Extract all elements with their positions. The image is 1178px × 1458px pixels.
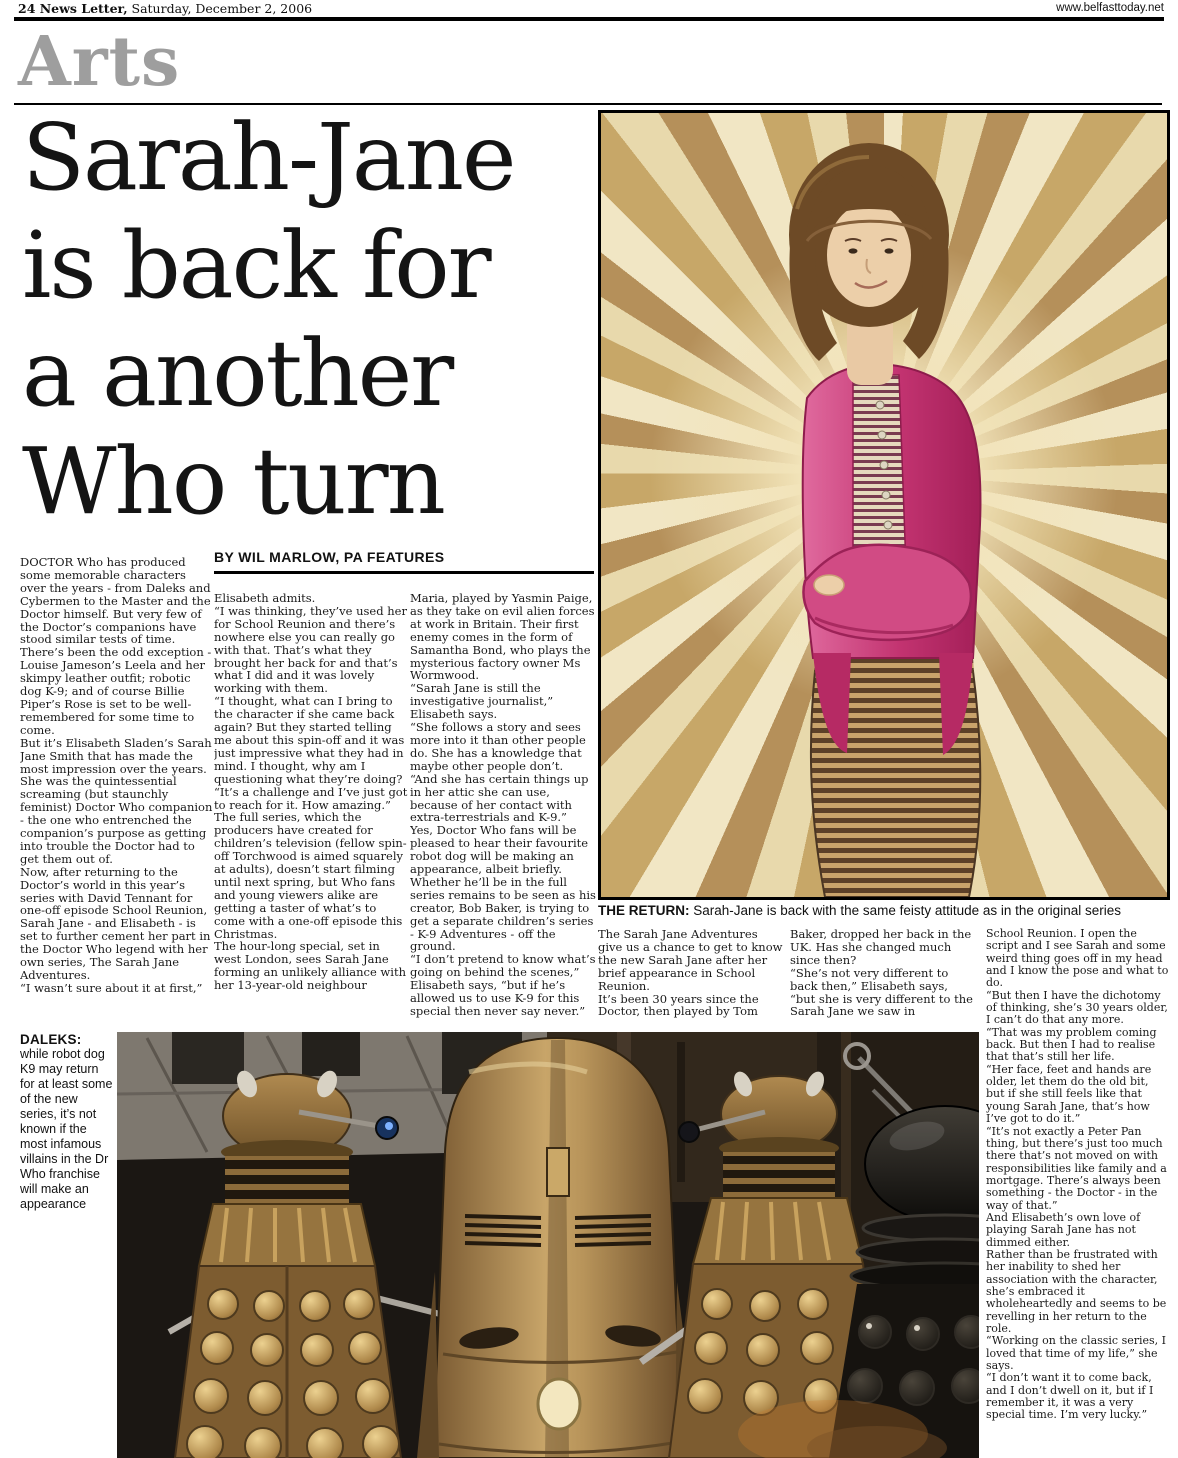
paragraph: The hour-long special, set in west London, sees Sarah Jane forming an unlikely alliance with her 13-year-old neighbour <box>214 939 406 993</box>
article-column-5 <box>790 928 974 1038</box>
paragraph: “She follows a story and sees more into it than other people do. She has a knowledge that maybe other people don’t. <box>410 720 586 773</box>
byline: BY WIL MARLOW, PA FEATURES <box>214 549 594 574</box>
paragraph: “It’s a challenge and I’ve just got to reach for it. How amazing.” <box>214 784 408 812</box>
daleks-caption <box>20 1032 116 1212</box>
headline-line: is back for <box>22 212 490 319</box>
article-column-1 <box>20 556 214 1022</box>
masthead-rule <box>14 17 1164 21</box>
center-dalek-casing <box>417 1038 699 1458</box>
paragraph: Elisabeth admits. <box>214 592 316 605</box>
paragraph: “Her face, feet and hands are older, let them do the old bit, but if she still feels like that young Sarah Jane, that’s how I’ve got to do it.” <box>986 1062 1152 1126</box>
paragraph: Maria, played by Yasmin Paige, as they take on evil alien forces at work in Britain. Their first enemy comes in the form of Samantha Bond, who plays the mysterious factory owner Ms Wormwood. <box>410 592 595 683</box>
sarah-jane-figure-illustration <box>601 113 1167 897</box>
article-column-6 <box>986 928 1170 1456</box>
paragraph: Yes, Doctor Who fans will be pleased to hear their favourite robot dog will be making an appearance, albeit briefly. Whether he’ll be in the full series remains to be seen as his creator, Bob Baker, is trying to get a separate children’s series - K-9 Adventures - off the ground. <box>410 823 596 954</box>
headline-line: Sarah-Jane <box>22 104 515 211</box>
paragraph: “But then I have the dichotomy of thinking, she’s 30 years older, I can’t do that any more. <box>986 988 1168 1027</box>
article-column-3 <box>410 592 596 1036</box>
paragraph: And Elisabeth’s own love of playing Sarah Jane has not dimmed either. <box>986 1210 1141 1249</box>
paragraph: School Reunion. I open the script and I see Sarah and some weird thing goes off in my head and I know the pose and what to do. <box>986 928 1169 990</box>
paragraph: “I was thinking, they’ve used her for School Reunion and there’s nowhere else you can really go with that. That’s what they brought her back for and that’s what I did and it was lovely working with them. <box>214 603 407 696</box>
paragraph: Rather than be frustrated with her inability to shed her association with the character, she’s embraced it wholeheartedly and seems to be revelling in her return to the role. <box>986 1247 1167 1335</box>
paragraph: “Sarah Jane is still the investigative journalist,” Elisabeth says. <box>410 681 554 722</box>
face <box>827 203 911 307</box>
paragraph: “That was my problem coming back. But then I had to realise that that’s still her life. <box>986 1025 1157 1064</box>
paragraph: “And she has certain things up in her attic she can use, because of her contact with extra-terrestrials and K-9.” <box>410 771 589 825</box>
article-column-4 <box>598 928 784 1038</box>
masthead-date: Saturday, December 2, 2006 <box>127 1 313 16</box>
paragraph: Now, after returning to the Doctor’s world in this year’s series with David Tennant for one-off episode School Reunion, Sarah Jane - and Elisabeth - is set to further cement her part in the Doctor Who legend with her own series, The Sarah Jane Adventures. <box>20 864 211 982</box>
paragraph: It’s been 30 years since the Doctor, then played by Tom <box>598 991 759 1019</box>
paragraph: DOCTOR Who has produced some memorable characters over the years - from Daleks and Cybermen to the Master and the Doctor himself. But very few of the Doctor’s companions have stood similar tests of time. <box>20 556 211 647</box>
paragraph: “I don’t want it to come back, and I don’t dwell on it, but if I remember it, it was a very special time. I’m very lucky.” <box>986 1371 1154 1422</box>
paragraph: “It’s not exactly a Peter Pan thing, but there’s just too much there that’s not moved on with responsibilities like family and a mortgage. There’s always been something - the Doctor - in the way of that.” <box>986 1124 1167 1212</box>
section-title: Arts <box>18 22 181 102</box>
paragraph: The full series, which the producers have created for children’s television (fellow spin-off Torchwood is aimed squarely at adults), doesn’t start filming until next spring, but Who fans and young viewers alike are getting a taster of what’s to come with a one-off episode this Christmas. <box>214 810 407 941</box>
article-headline <box>22 104 597 536</box>
article-column-2 <box>214 592 408 1036</box>
masthead-title: 24 News Letter, <box>18 1 128 16</box>
paragraph: Baker, dropped her back in the UK. Has she changed much since then? <box>790 928 972 967</box>
paragraph: There’s been the odd exception - Louise Jameson’s Leela and her skimpy leather outfit; robotic dog K-9; and of course Billie Piper’s Rose is set to be well-remembered for some time to come. <box>20 645 212 737</box>
masthead-website: www.belfasttoday.net <box>1056 2 1164 14</box>
paragraph: “I thought, what can I bring to the character if she came back again? But they started telling me about this spin-off and it was just impressive what they had in mind. I thought, why am I questioning what they’re doing? <box>214 694 405 786</box>
paragraph: The Sarah Jane Adventures give us a chance to get to know the new Sarah Jane after her brief appearance in School Reunion. <box>598 928 783 993</box>
paragraph: “She’s not very different to back then,” Elisabeth says, “but she is very different to the Sarah Jane we saw in <box>790 965 973 1019</box>
daleks-illustration <box>117 1032 979 1458</box>
headline-line: Who turn <box>22 428 444 535</box>
photo-caption <box>598 903 1176 918</box>
paragraph: But it’s Elisabeth Sladen’s Sarah Jane Smith that has made the most impression over the years. She was the quintessential screaming (but staunchly feminist) Doctor Who companion - the one who entrenched the companion’s purpose as getting into trouble the Doctor had to get them out of. <box>20 735 213 866</box>
masthead-issue-date <box>18 1 312 16</box>
paragraph: “I don’t pretend to know what’s going on behind the scenes,” Elisabeth says, “but if he’s allowed us to use K-9 for this special then never say never.” <box>410 952 596 1018</box>
caption-lead: THE RETURN: <box>598 903 690 918</box>
daleks-photo <box>117 1032 979 1458</box>
paragraph: “Working on the classic series, I loved that time of my life,” she says. <box>986 1334 1167 1373</box>
sarah-jane-photo <box>598 110 1170 900</box>
paragraph: “I wasn’t sure about it at first,” <box>20 980 203 995</box>
daleks-caption-text: while robot dog K9 may return for at least some of the new series, it’s not known if the most infamous villains in the Dr Who franchise will make an appearance <box>20 1047 113 1211</box>
daleks-caption-lead: DALEKS: <box>20 1032 82 1047</box>
headline-line: a another <box>22 320 453 427</box>
caption-text: Sarah-Jane is back with the same feisty attitude as in the original series <box>689 903 1121 918</box>
